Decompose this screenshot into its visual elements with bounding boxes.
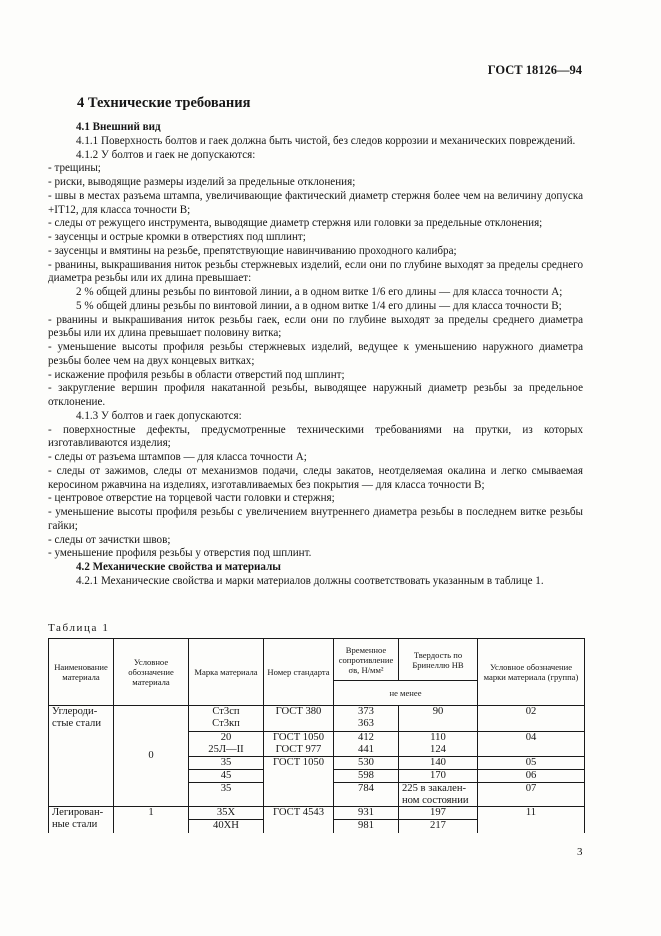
page-number: 3 [577,846,583,858]
header-grade-designation: Условное обозначение марки материала (группа) [478,639,585,706]
grade-cell: 35 [189,757,264,770]
grade-cell: 35Х [189,807,264,820]
grade-cell: 20 25Л—II [189,732,264,757]
hardness-cell: 90 [399,706,478,732]
material-name-alloy: Легированные стали [49,807,114,833]
table-row [49,706,585,732]
paragraph: - рванины, выкрашивания ниток резьбы стержневых изделий, если они по глубине выходят за пределы среднего диаметра резьбы или их длина превышает: [48,258,583,285]
hardness-cell: 225 в закаленном состоянии [399,783,478,807]
standard-cell: ГОСТ 380 [264,706,334,732]
paragraph: 5 % общей длины резьбы по винтовой линии, а в одном витке 1/4 его длины — для класса точности B; [76,299,562,312]
hardness-cell: 140 [399,757,478,770]
header-designation: Условное обозначение материала [114,639,189,706]
designation-alloy: 1 [114,807,189,833]
header-grade: Марка материала [189,639,264,706]
grade-cell: 35 [189,783,264,807]
grade-cell: 40ХН [189,820,264,833]
strength-cell: 598 [334,770,399,783]
paragraph: 4.1.2 У болтов и гаек не допускаются: [76,148,256,161]
hardness-cell: 170 [399,770,478,783]
header-hardness: Твердость по Бринеллю НВ [399,639,478,681]
header-not-less: не менее [334,681,478,706]
paragraph: 4.2.1 Механические свойства и марки материалов должны соответствовать указанным в таблице 1. [76,574,544,587]
header-material-name: Наименование материала [49,639,114,706]
subsection-heading: 4.2 Механические свойства и материалы [76,561,281,573]
standard-cell: ГОСТ 4543 [264,807,334,833]
hardness-cell: 197 [399,807,478,820]
paragraph: - заусенцы и острые кромки в отверстиях под шплинт; [48,231,306,243]
paragraph: - закругление вершин профиля накатанной резьбы, выводящее наружный диаметр резьбы за предельное отклонение. [48,382,583,408]
group-cell: 06 [478,770,585,783]
group-cell: 05 [478,757,585,770]
paragraph: - уменьшение высоты профиля резьбы с увеличением внутреннего диаметра резьбы в последнем витке резьбы гайки; [48,506,583,532]
paragraph: 4.1.1 Поверхность болтов и гаек должна быть чистой, без следов коррозии и механических повреждений. [76,134,576,147]
material-name-carbon: Углеродистые стали [49,706,114,807]
section-title: 4 Технические требования [77,95,251,111]
hardness-cell: 217 [399,820,478,833]
grade-cell: Ст3сп Ст3кп [189,706,264,732]
paragraph: - следы от режущего инструмента, выводящие диаметр стержня или головки за предельные отклонения; [48,217,543,230]
paragraph: - уменьшение профиля резьбы у отверстия под шплинт. [48,547,312,560]
standard-cell: ГОСТ 1050 [264,757,334,807]
paragraph: - следы от зажимов, следы от механизмов подачи, следы закатов, неотделяемая окалина и легко смываемая керосином ржавчина на изделиях, изготавливаемых без покрытия — для класса точности B; [48,464,583,491]
paragraph: 4.1.3 У болтов и гаек допускаются: [76,409,242,422]
strength-cell: 784 [334,783,399,807]
paragraph: 2 % общей длины резьбы по винтовой линии, а в одном витке 1/6 его длины — для класса точности A; [76,286,563,298]
paragraph: - рванины и выкрашивания ниток резьбы гаек, если они по глубине выходят за пределы среднего диаметра резьбы или их длина превышает половину витка; [48,313,583,340]
standard-cell: ГОСТ 1050 ГОСТ 977 [264,732,334,757]
standard-number-header: ГОСТ 18126—94 [487,63,582,77]
group-cell: 11 [478,807,585,833]
paragraph: - заусенцы и вмятины на резьбе, препятствующие навинчиванию проходного калибра; [48,244,457,257]
paragraph: - искажение профиля резьбы в области отверстий под шплинт; [48,368,345,381]
paragraph: - следы от зачистки швов; [48,533,171,546]
paragraph: - поверхностные дефекты, предусмотренные техническими требованиями на прутки, из которых изготавливаются изделия; [48,423,583,450]
strength-cell: 373 363 [334,706,399,732]
paragraph: - уменьшение высоты профиля резьбы стержневых изделий, ведущее к уменьшению наружного диаметра резьбы более чем на двух концевых витках; [48,341,583,367]
grade-cell: 45 [189,770,264,783]
strength-cell: 412 441 [334,732,399,757]
hardness-cell: 110 124 [399,732,478,757]
paragraph: - трещины; [48,162,101,175]
table-caption: Таблица 1 [48,622,110,634]
header-strength: Временное сопротивление σв, Н/мм² [334,639,399,681]
paragraph: - следы от разъема штампов — для класса точности A; [48,451,307,463]
materials-table [48,638,585,833]
group-cell: 02 [478,706,585,732]
strength-cell: 931 [334,807,399,820]
designation-carbon: 0 [114,706,189,807]
subsection-heading: 4.1 Внешний вид [76,121,161,133]
paragraph: - риски, выводящие размеры изделий за предельные отклонения; [48,176,356,188]
group-cell: 07 [478,783,585,807]
header-standard: Номер стандарта [264,639,334,706]
strength-cell: 530 [334,757,399,770]
group-cell: 04 [478,732,585,757]
body-text [48,121,583,589]
paragraph: - центровое отверстие на торцевой части головки и стержня; [48,492,335,505]
strength-cell: 981 [334,820,399,833]
table-row [49,807,585,820]
paragraph: - швы в местах разъема штампа, увеличивающие фактический диаметр стержня более чем на величину допуска +IT12, для класса точности B; [48,189,583,216]
